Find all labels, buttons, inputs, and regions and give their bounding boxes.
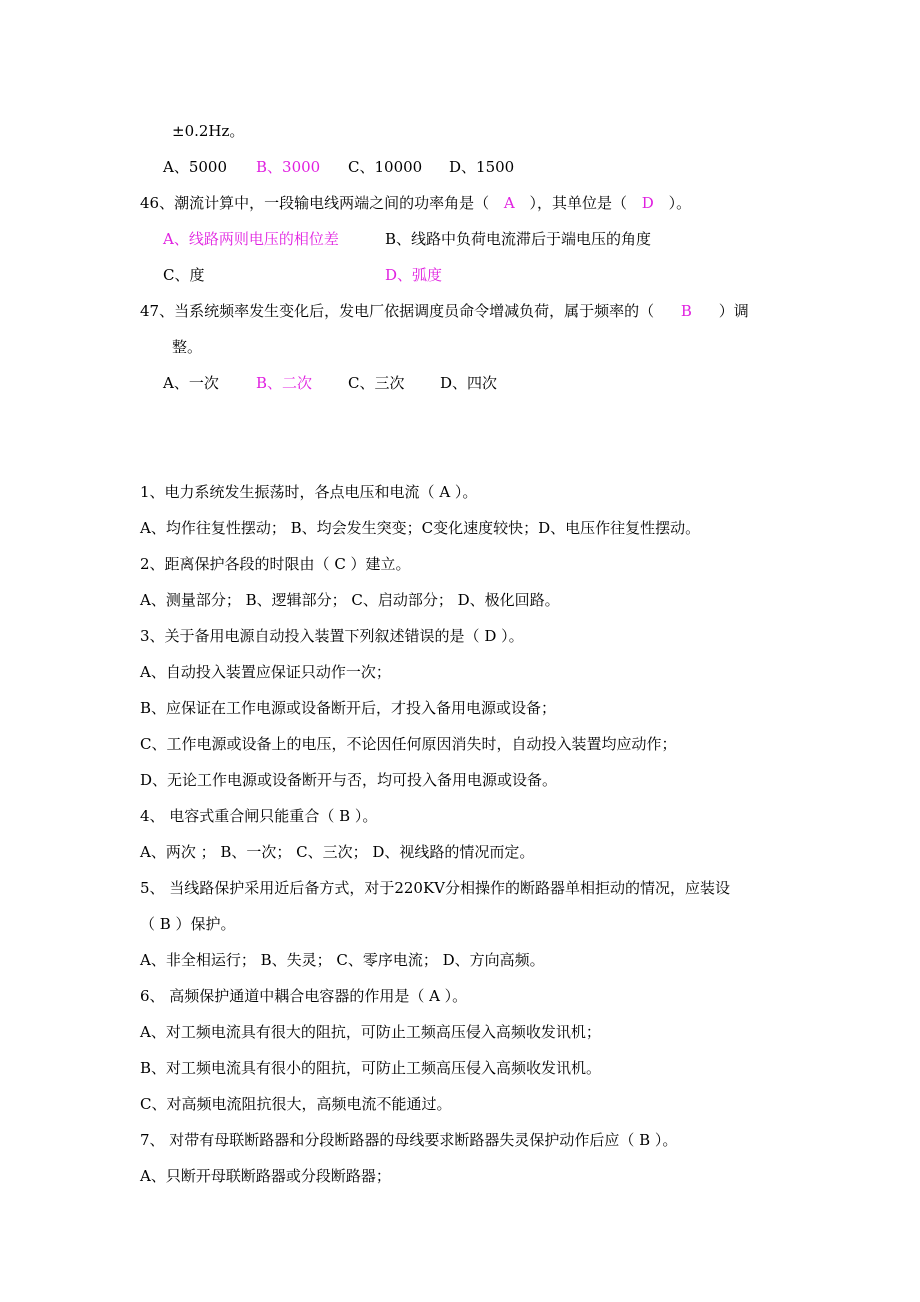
text-line: A、自动投入装置应保证只动作一次； [140, 663, 391, 681]
text-line: B、应保证在工作电源或设备断开后，才投入备用电源或设备； [140, 699, 557, 717]
option-d: D、1500 [449, 158, 515, 176]
option-b-answer: B、二次 [256, 374, 313, 392]
q47-text-pre: 47、当系统频率发生变化后，发电厂依据调度员命令增减负荷，属于频率的（ [140, 302, 655, 320]
text-line: C、工作电源或设备上的电压，不论因任何原因消失时，自动投入装置均应动作； [140, 735, 677, 753]
text-line: D、无论工作电源或设备断开与否，均可投入备用电源或设备。 [140, 771, 558, 789]
option-d-answer: D、弧度 [385, 266, 443, 284]
text-line: 4、 电容式重合闸只能重合（ B ）。 [140, 807, 378, 825]
text-line: B、对工频电流具有很小的阻抗，可防止工频高压侵入高频收发讯机。 [140, 1059, 602, 1077]
text-line: A、测量部分； B、逻辑部分； C、启动部分； D、极化回路。 [140, 591, 560, 609]
option-a: A、一次 [163, 374, 219, 392]
q46-answer-1: A [503, 194, 515, 212]
text-line: A、只断开母联断路器或分段断路器； [140, 1167, 391, 1185]
q47-continuation: 整。 [172, 338, 203, 356]
option-c: C、10000 [348, 158, 423, 176]
q46-question [140, 193, 691, 213]
q46-text-mid: ），其单位是（ [529, 194, 628, 212]
q45-tail: ±0.2Hz。 [172, 122, 245, 140]
option-d: D、四次 [440, 374, 498, 392]
q47-text-post: ）调 [718, 302, 749, 320]
text-line: A、非全相运行； B、失灵； C、零序电流； D、方向高频。 [140, 951, 545, 969]
option-a-answer: A、线路两则电压的相位差 [163, 230, 339, 248]
text-line: 7、 对带有母联断路器和分段断路器的母线要求断路器失灵保护动作后应（ B ）。 [140, 1131, 678, 1149]
q46-text-post: ）。 [668, 194, 692, 212]
text-line: 6、 高频保护通道中耦合电容器的作用是（ A ）。 [140, 987, 468, 1005]
text-line: 2、距离保护各段的时限由（ C ）建立。 [140, 555, 411, 573]
option-b: B、线路中负荷电流滞后于端电压的角度 [385, 230, 652, 248]
q46-answer-2: D [641, 194, 654, 212]
text-line: 3、关于备用电源自动投入装置下列叙述错误的是（ D ）。 [140, 627, 524, 645]
text-line: 5、 当线路保护采用近后备方式，对于220KV分相操作的断路器单相拒动的情况，应装设 [140, 879, 730, 897]
option-a: A、5000 [163, 158, 228, 176]
option-c: C、度 [163, 266, 205, 284]
text-line: （ B ）保护。 [140, 915, 236, 933]
text-line: C、对高频电流阻抗很大，高频电流不能通过。 [140, 1095, 452, 1113]
text-line: A、两次 ； B、一次； C、三次； D、视线路的情况而定。 [140, 843, 535, 861]
text-line: 1、电力系统发生振荡时，各点电压和电流（ A ）。 [140, 483, 478, 501]
option-b-answer: B、3000 [256, 158, 321, 176]
q47-answer: B [680, 302, 692, 320]
text-line: A、均作往复性摆动； B、均会发生突变；C变化速度较快；D、电压作往复性摆动。 [140, 519, 701, 537]
q47-question [140, 301, 749, 321]
text-line: A、对工频电流具有很大的阻抗，可防止工频高压侵入高频收发讯机； [140, 1023, 601, 1041]
q46-text-pre: 46、潮流计算中，一段输电线两端之间的功率角是（ [140, 194, 490, 212]
option-c: C、三次 [348, 374, 405, 392]
